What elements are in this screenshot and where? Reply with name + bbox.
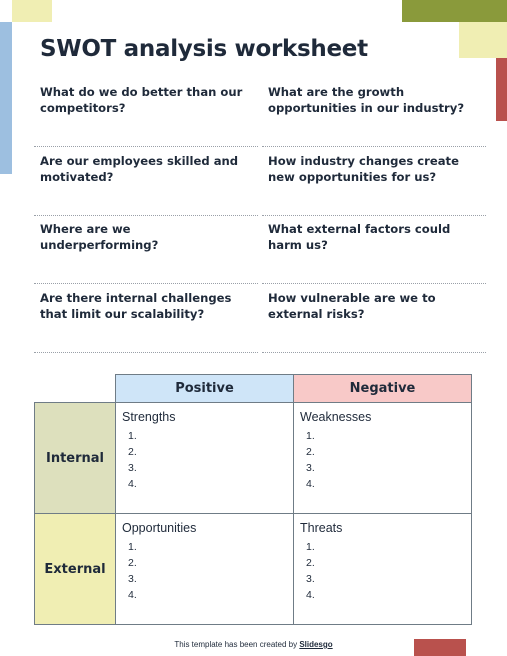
row-header-internal: Internal [35,403,116,514]
threats-list [300,539,471,603]
list-item: 2. [306,557,315,569]
list-item: 2. [128,557,137,569]
swot-matrix [34,374,472,625]
question-item [40,151,252,220]
question-text: What external factors could harm us? [268,222,451,252]
strengths-list [122,428,293,492]
footer-text: This template has been created by [174,640,298,649]
slidesgo-link[interactable]: Slidesgo [299,640,333,649]
list-item: 3. [306,573,315,585]
column-header-negative: Negative [294,375,472,403]
column-header-positive: Positive [116,375,294,403]
list-item: 4. [128,478,137,490]
list-item: 4. [306,478,315,490]
question-item [268,288,480,357]
answer-line[interactable] [262,146,486,147]
answer-line[interactable] [34,146,258,147]
question-text: How industry changes create new opportunities for us? [268,153,459,184]
question-text: Are there internal challenges that limit our scalability? [40,290,232,321]
question-item [268,151,480,220]
question-text: Where are we underperforming? [40,222,159,252]
question-item [40,219,252,288]
question-text: Are our employees skilled and motivated? [40,153,239,184]
list-item: 4. [306,589,315,601]
question-text: How vulnerable are we to external risks? [268,290,436,321]
answer-line[interactable] [34,215,258,216]
strengths-cell[interactable] [116,403,294,514]
list-item: 1. [306,430,315,442]
weaknesses-list [300,428,471,492]
footer-credit [0,640,507,649]
threats-title: Threats [300,521,343,535]
question-text: What are the growth opportunities in our industry? [268,85,465,115]
page-title: SWOT analysis worksheet [40,36,368,62]
opportunities-title: Opportunities [122,521,197,535]
question-item [268,82,480,151]
matrix-corner [35,375,116,403]
weaknesses-cell[interactable] [294,403,472,514]
list-item: 3. [128,573,137,585]
deco-stripe-blue-left [0,22,12,174]
question-grid [40,82,472,356]
list-item: 1. [306,541,315,553]
row-header-external: External [35,514,116,625]
answer-line[interactable] [34,352,258,353]
opportunities-cell[interactable] [116,514,294,625]
deco-stripe-red-right [496,58,507,121]
list-item: 2. [306,446,315,458]
opportunities-list [122,539,293,603]
answer-line[interactable] [34,283,258,284]
list-item: 2. [128,446,137,458]
threats-cell[interactable] [294,514,472,625]
list-item: 3. [306,462,315,474]
weaknesses-title: Weaknesses [300,410,372,424]
strengths-title: Strengths [122,410,176,424]
list-item: 4. [128,589,137,601]
question-item [268,219,480,288]
question-item [40,82,252,151]
answer-line[interactable] [262,352,486,353]
list-item: 1. [128,430,137,442]
deco-block-yellow-top-left [12,0,52,22]
deco-block-yellow-right [459,22,507,58]
list-item: 1. [128,541,137,553]
question-item [40,288,252,357]
list-item: 3. [128,462,137,474]
answer-line[interactable] [262,215,486,216]
deco-block-olive-top-right [402,0,507,22]
answer-line[interactable] [262,283,486,284]
question-text: What do we do better than our competitors? [40,85,243,115]
